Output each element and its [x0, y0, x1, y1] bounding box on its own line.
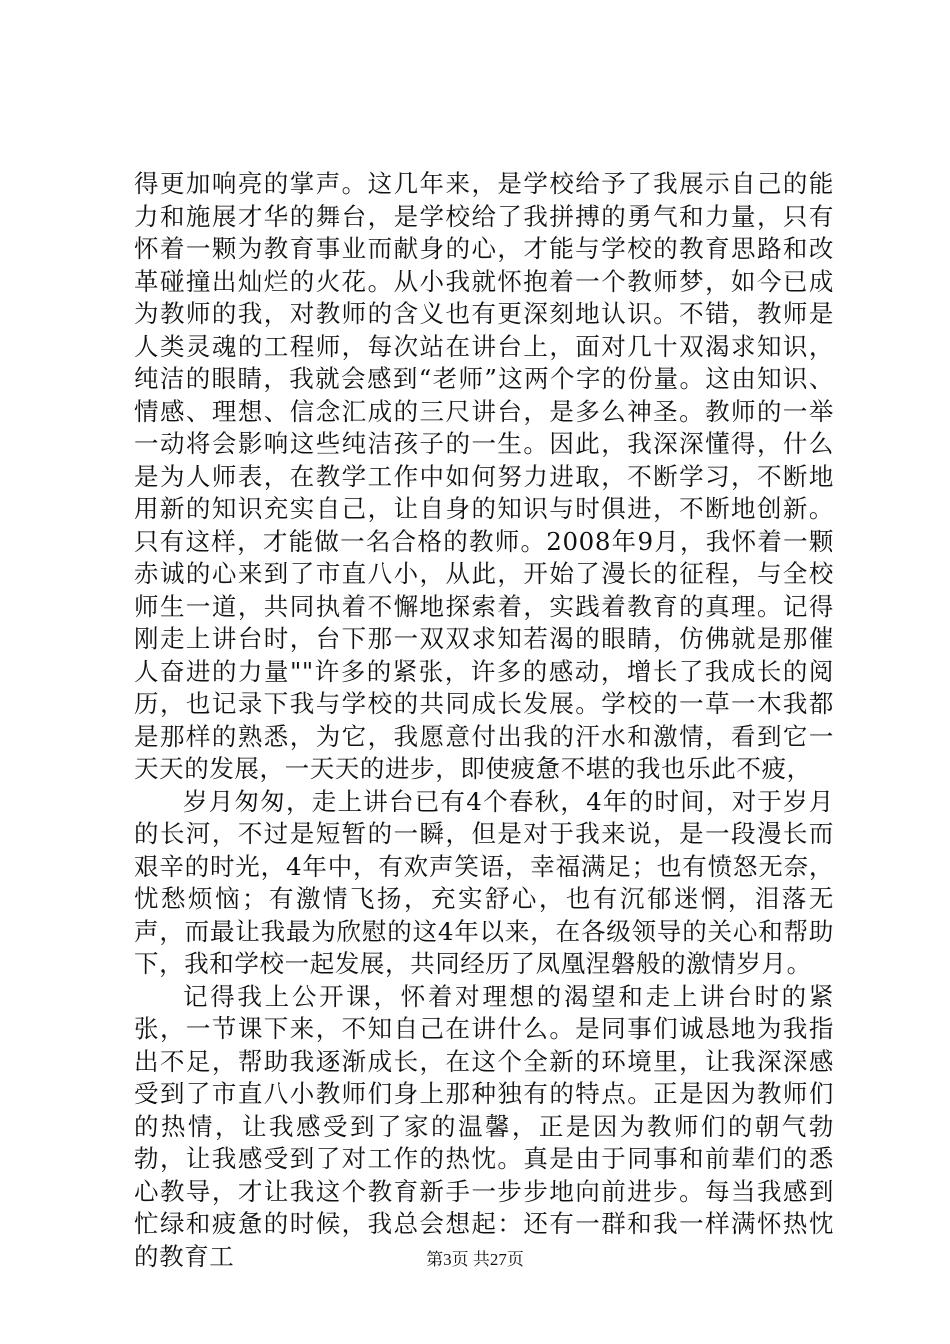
paragraph-2: 岁月匆匆，走上讲台已有4个春秋，4年的时间，对于岁月的长河，不过是短暂的一瞬，但是对于我来说，是一段漫长而艰辛的时光，4年中，有欢声笑语，幸福满足；也有愤怒无奈，忧愁烦恼；有激情飞扬，充实舒心，也有沉郁迷惘，泪落无声，而最让我最为欣慰的这4年以来，在各级领导的关心和帮助下，我和学校一起发展，共同经历了凤凰涅磐般的激情岁月。 [134, 786, 834, 978]
paragraph-1: 得更加响亮的掌声。这几年来，是学校给予了我展示自己的能力和施展才华的舞台，是学校给了我拼搏的勇气和力量，只有怀着一颗为教育事业而献身的心，才能与学校的教育思路和改革碰撞出灿烂的火花。从小我就怀抱着一个教师梦，如今已成为教师的我，对教师的含义也有更深刻地认识。不错，教师是人类灵魂的工程师，每次站在讲台上，面对几十双渴求知识，纯洁的眼睛，我就会感到“老师”这两个字的份量。这由知识、情感、理想、信念汇成的三尺讲台，是多么神圣。教师的一举一动将会影响这些纯洁孩子的一生。因此，我深深懂得，什么是为人师表，在教学工作中如何努力进取，不断学习，不断地用新的知识充实自己，让自身的知识与时俱进，不断地创新。只有这样，才能做一名合格的教师。2008年9月，我怀着一颗赤诚的心来到了市直八小，从此，开始了漫长的征程，与全校师生一道，共同执着不懈地探索着，实践着教育的真理。记得刚走上讲台时，台下那一双双求知若渴的眼睛，仿佛就是那催人奋进的力量""许多的紧张，许多的感动，增长了我成长的阅历，也记录下我与学校的共同成长发展。学校的一草一木我都是那样的熟悉，为它，我愿意付出我的汗水和激情，看到它一天天的发展，一天天的进步，即使疲惫不堪的我也乐此不疲， [134, 169, 834, 783]
body-text [134, 168, 834, 1273]
paragraph-3: 记得我上公开课，怀着对理想的渴望和走上讲台时的紧张，一节课下来，不知自己在讲什么。是同事们诚恳地为我指出不足，帮助我逐渐成长，在这个全新的环境里，让我深深感受到了市直八小教师们身上那种独有的特点。正是因为教师们的热情，让我感受到了家的温馨，正是因为教师们的朝气勃勃，让我感受到了对工作的热忱。真是由于同事和前辈们的悉心教导，才让我这个教育新手一步步地向前进步。每当我感到忙绿和疲惫的时候，我总会想起：还有一群和我一样满怀热忱的教育工 [134, 981, 834, 1271]
page-footer: 第3页 共27页 [426, 1250, 524, 1269]
